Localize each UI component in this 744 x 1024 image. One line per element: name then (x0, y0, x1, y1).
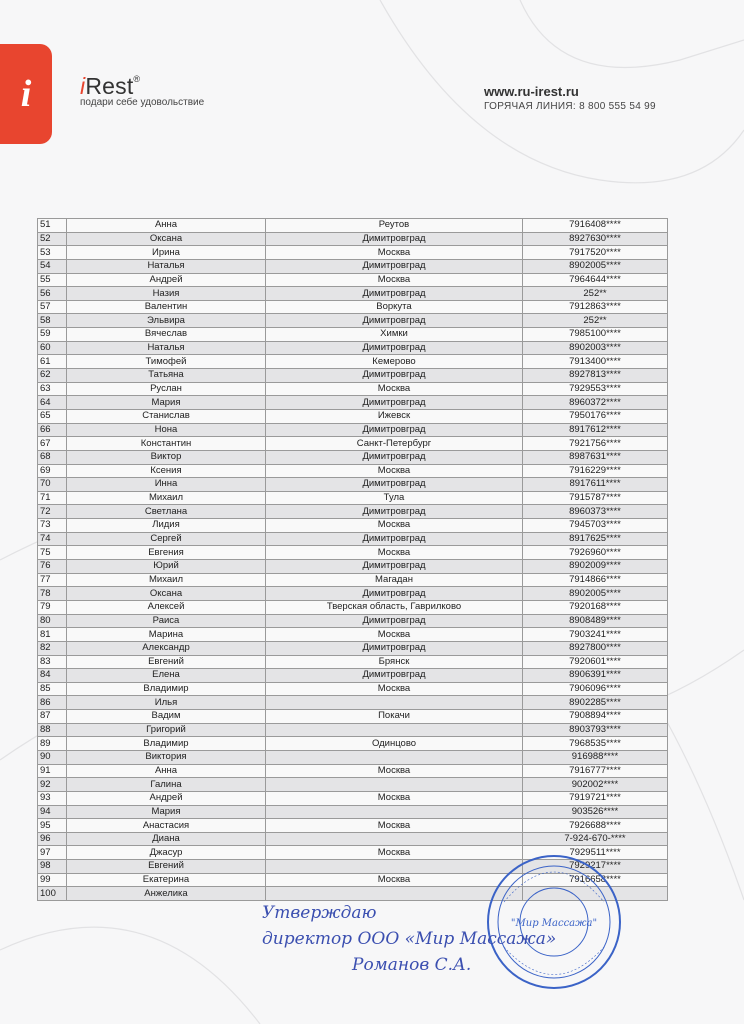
row-phone-cell: 7908894**** (523, 710, 668, 724)
row-city-cell: Димитровград (266, 314, 523, 328)
row-number-cell: 55 (38, 273, 67, 287)
row-name-cell: Светлана (67, 505, 266, 519)
stamp-center-text: "Мир Массажа" (510, 918, 598, 929)
row-name-cell: Руслан (67, 382, 266, 396)
row-name-cell: Вадим (67, 710, 266, 724)
row-number-cell: 77 (38, 573, 67, 587)
table-row (38, 464, 668, 478)
row-city-cell: Москва (266, 246, 523, 260)
row-city-cell (266, 832, 523, 846)
row-number-cell: 73 (38, 519, 67, 533)
row-city-cell (266, 750, 523, 764)
row-city-cell (266, 723, 523, 737)
approval-signature (262, 900, 562, 978)
table-row (38, 819, 668, 833)
row-phone-cell: 7964644**** (523, 273, 668, 287)
row-city-cell: Димитровград (266, 396, 523, 410)
row-phone-cell: 8917612**** (523, 423, 668, 437)
row-phone-cell: 7950176**** (523, 409, 668, 423)
row-number-cell: 51 (38, 219, 67, 233)
row-name-cell: Андрей (67, 273, 266, 287)
row-phone-cell: 252** (523, 314, 668, 328)
row-phone-cell: 7916408**** (523, 219, 668, 233)
row-name-cell: Екатерина (67, 873, 266, 887)
table-row (38, 737, 668, 751)
row-phone-cell: 8902003**** (523, 341, 668, 355)
row-number-cell: 53 (38, 246, 67, 260)
row-number-cell: 71 (38, 491, 67, 505)
row-name-cell: Ирина (67, 246, 266, 260)
participants-table-body (38, 219, 668, 901)
row-number-cell: 79 (38, 600, 67, 614)
row-name-cell: Елена (67, 669, 266, 683)
row-phone-cell: 7945703**** (523, 519, 668, 533)
row-number-cell: 87 (38, 710, 67, 724)
row-phone-cell: 7-924-670-**** (523, 832, 668, 846)
row-name-cell: Илья (67, 696, 266, 710)
row-city-cell: Димитровград (266, 259, 523, 273)
table-row (38, 450, 668, 464)
contacts-block (484, 84, 656, 112)
row-city-cell (266, 778, 523, 792)
row-city-cell: Воркута (266, 300, 523, 314)
row-number-cell: 83 (38, 655, 67, 669)
table-row (38, 369, 668, 383)
row-city-cell (266, 805, 523, 819)
row-name-cell: Григорий (67, 723, 266, 737)
row-number-cell: 72 (38, 505, 67, 519)
row-city-cell: Димитровград (266, 669, 523, 683)
row-phone-cell: 7917520**** (523, 246, 668, 260)
table-row (38, 587, 668, 601)
table-row (38, 219, 668, 233)
row-phone-cell: 8902285**** (523, 696, 668, 710)
table-row (38, 750, 668, 764)
table-row (38, 682, 668, 696)
row-name-cell: Евгений (67, 655, 266, 669)
table-row (38, 519, 668, 533)
row-number-cell: 94 (38, 805, 67, 819)
row-name-cell: Андрей (67, 791, 266, 805)
row-phone-cell: 7920168**** (523, 600, 668, 614)
row-number-cell: 65 (38, 409, 67, 423)
table-row (38, 641, 668, 655)
row-number-cell: 93 (38, 791, 67, 805)
row-number-cell: 61 (38, 355, 67, 369)
row-city-cell: Димитровград (266, 478, 523, 492)
row-city-cell: Покачи (266, 710, 523, 724)
row-name-cell: Татьяна (67, 369, 266, 383)
row-phone-cell: 7903241**** (523, 628, 668, 642)
row-number-cell: 74 (38, 532, 67, 546)
row-name-cell: Виктория (67, 750, 266, 764)
table-row (38, 246, 668, 260)
signature-name-line: Романов С.А. (352, 955, 472, 975)
table-row (38, 423, 668, 437)
row-number-cell: 60 (38, 341, 67, 355)
table-row (38, 696, 668, 710)
row-name-cell: Марина (67, 628, 266, 642)
row-name-cell: Лидия (67, 519, 266, 533)
row-city-cell: Москва (266, 273, 523, 287)
row-phone-cell: 7916777**** (523, 764, 668, 778)
row-name-cell: Диана (67, 832, 266, 846)
row-city-cell: Димитровград (266, 560, 523, 574)
row-number-cell: 52 (38, 232, 67, 246)
row-phone-cell: 8960372**** (523, 396, 668, 410)
row-name-cell: Константин (67, 437, 266, 451)
row-name-cell: Наталья (67, 341, 266, 355)
row-number-cell: 75 (38, 546, 67, 560)
row-city-cell: Димитровград (266, 341, 523, 355)
row-phone-cell: 7906096**** (523, 682, 668, 696)
row-phone-cell: 7915787**** (523, 491, 668, 505)
row-name-cell: Анна (67, 219, 266, 233)
row-number-cell: 96 (38, 832, 67, 846)
brand-name-first: i (80, 73, 86, 99)
row-number-cell: 68 (38, 450, 67, 464)
table-row (38, 764, 668, 778)
row-number-cell: 98 (38, 860, 67, 874)
table-row (38, 341, 668, 355)
row-name-cell: Мария (67, 805, 266, 819)
row-phone-cell: 7919721**** (523, 791, 668, 805)
row-name-cell: Эльвира (67, 314, 266, 328)
row-phone-cell: 8927813**** (523, 369, 668, 383)
row-phone-cell: 8906391**** (523, 669, 668, 683)
row-city-cell: Димитровград (266, 614, 523, 628)
row-phone-cell: 7920601**** (523, 655, 668, 669)
row-number-cell: 88 (38, 723, 67, 737)
table-row (38, 409, 668, 423)
table-row (38, 478, 668, 492)
row-name-cell: Юрий (67, 560, 266, 574)
row-number-cell: 54 (38, 259, 67, 273)
row-phone-cell: 7916229**** (523, 464, 668, 478)
row-phone-cell: 7914866**** (523, 573, 668, 587)
row-number-cell: 64 (38, 396, 67, 410)
row-city-cell: Димитровград (266, 641, 523, 655)
table-row (38, 573, 668, 587)
table-row (38, 546, 668, 560)
table-row (38, 300, 668, 314)
row-phone-cell: 7985100**** (523, 328, 668, 342)
row-city-cell: Химки (266, 328, 523, 342)
row-phone-cell: 8917625**** (523, 532, 668, 546)
brand-tagline: подари себе удовольствие (80, 97, 205, 108)
row-number-cell: 63 (38, 382, 67, 396)
row-number-cell: 97 (38, 846, 67, 860)
table-row (38, 600, 668, 614)
table-row (38, 710, 668, 724)
row-city-cell (266, 696, 523, 710)
row-name-cell: Наталья (67, 259, 266, 273)
row-city-cell: Москва (266, 546, 523, 560)
table-row (38, 355, 668, 369)
hotline-text: ГОРЯЧАЯ ЛИНИЯ: 8 800 555 54 99 (484, 101, 656, 112)
row-name-cell: Михаил (67, 573, 266, 587)
row-name-cell: Назия (67, 287, 266, 301)
row-name-cell: Владимир (67, 737, 266, 751)
row-city-cell: Димитровград (266, 423, 523, 437)
row-city-cell: Москва (266, 519, 523, 533)
row-number-cell: 90 (38, 750, 67, 764)
brand-name (80, 73, 204, 100)
brand-block (80, 73, 204, 108)
row-name-cell: Вячеслав (67, 328, 266, 342)
row-city-cell: Тула (266, 491, 523, 505)
row-name-cell: Оксана (67, 232, 266, 246)
row-number-cell: 58 (38, 314, 67, 328)
row-city-cell: Москва (266, 819, 523, 833)
row-phone-cell: 8927630**** (523, 232, 668, 246)
row-city-cell: Ижевск (266, 409, 523, 423)
row-city-cell: Димитровград (266, 532, 523, 546)
table-row (38, 614, 668, 628)
row-city-cell: Москва (266, 846, 523, 860)
row-name-cell: Анна (67, 764, 266, 778)
row-city-cell: Магадан (266, 573, 523, 587)
row-name-cell: Станислав (67, 409, 266, 423)
row-name-cell: Галина (67, 778, 266, 792)
row-phone-cell: 7929511**** (523, 846, 668, 860)
row-city-cell: Москва (266, 764, 523, 778)
row-number-cell: 70 (38, 478, 67, 492)
row-phone-cell: 7968535**** (523, 737, 668, 751)
row-city-cell: Москва (266, 628, 523, 642)
row-phone-cell: 8960373**** (523, 505, 668, 519)
row-name-cell: Сергей (67, 532, 266, 546)
row-number-cell: 92 (38, 778, 67, 792)
table-row (38, 437, 668, 451)
row-name-cell: Александр (67, 641, 266, 655)
row-city-cell: Брянск (266, 655, 523, 669)
table-row (38, 628, 668, 642)
row-city-cell: Димитровград (266, 369, 523, 383)
website-link[interactable]: www.ru-irest.ru (484, 84, 579, 99)
row-phone-cell: 8987631**** (523, 450, 668, 464)
row-name-cell: Джасур (67, 846, 266, 860)
row-number-cell: 95 (38, 819, 67, 833)
row-number-cell: 69 (38, 464, 67, 478)
table-row (38, 723, 668, 737)
row-city-cell: Одинцово (266, 737, 523, 751)
row-phone-cell: 902002**** (523, 778, 668, 792)
row-number-cell: 85 (38, 682, 67, 696)
row-city-cell: Москва (266, 682, 523, 696)
row-number-cell: 76 (38, 560, 67, 574)
participants-table (37, 218, 668, 901)
signature-title-line: директор ООО «Мир Массажа» (262, 929, 557, 949)
row-name-cell: Тимофей (67, 355, 266, 369)
row-name-cell: Евгений (67, 860, 266, 874)
table-row (38, 832, 668, 846)
row-phone-cell: 252** (523, 287, 668, 301)
row-phone-cell: 903526**** (523, 805, 668, 819)
row-number-cell: 57 (38, 300, 67, 314)
table-row (38, 655, 668, 669)
row-name-cell: Анжелика (67, 887, 266, 901)
table-row (38, 532, 668, 546)
table-row (38, 382, 668, 396)
row-city-cell: Санкт-Петербург (266, 437, 523, 451)
table-row (38, 669, 668, 683)
row-number-cell: 89 (38, 737, 67, 751)
row-number-cell: 82 (38, 641, 67, 655)
row-number-cell: 62 (38, 369, 67, 383)
row-number-cell: 56 (38, 287, 67, 301)
row-city-cell: Москва (266, 873, 523, 887)
row-phone-cell: 916988**** (523, 750, 668, 764)
row-name-cell: Нона (67, 423, 266, 437)
row-city-cell: Димитровград (266, 505, 523, 519)
row-phone-cell: 7929217**** (523, 860, 668, 874)
row-phone-cell: 8927800**** (523, 641, 668, 655)
row-phone-cell: 8902005**** (523, 259, 668, 273)
row-name-cell: Алексей (67, 600, 266, 614)
row-phone-cell: 7921756**** (523, 437, 668, 451)
row-phone-cell: 7912863**** (523, 300, 668, 314)
row-number-cell: 66 (38, 423, 67, 437)
row-number-cell: 59 (38, 328, 67, 342)
row-phone-cell: 8902009**** (523, 560, 668, 574)
row-city-cell: Тверская область, Гаврилково (266, 600, 523, 614)
table-row (38, 287, 668, 301)
row-city-cell: Димитровград (266, 450, 523, 464)
row-phone-cell: 7926960**** (523, 546, 668, 560)
row-phone-cell: 7929553**** (523, 382, 668, 396)
table-row (38, 232, 668, 246)
row-number-cell: 91 (38, 764, 67, 778)
row-number-cell: 81 (38, 628, 67, 642)
row-number-cell: 84 (38, 669, 67, 683)
table-row (38, 314, 668, 328)
table-row (38, 505, 668, 519)
row-name-cell: Инна (67, 478, 266, 492)
table-row (38, 396, 668, 410)
table-row (38, 805, 668, 819)
row-name-cell: Раиса (67, 614, 266, 628)
logo-badge (0, 44, 52, 144)
row-city-cell: Москва (266, 791, 523, 805)
row-phone-cell: 7926688**** (523, 819, 668, 833)
row-number-cell: 78 (38, 587, 67, 601)
row-city-cell: Кемерово (266, 355, 523, 369)
table-row (38, 273, 668, 287)
table-row (38, 259, 668, 273)
row-number-cell: 99 (38, 873, 67, 887)
row-name-cell: Мария (67, 396, 266, 410)
row-phone-cell: 8917611**** (523, 478, 668, 492)
table-row (38, 791, 668, 805)
row-number-cell: 100 (38, 887, 67, 901)
row-city-cell: Москва (266, 464, 523, 478)
table-row (38, 778, 668, 792)
row-city-cell: Димитровград (266, 587, 523, 601)
row-name-cell: Владимир (67, 682, 266, 696)
row-name-cell: Евгения (67, 546, 266, 560)
row-city-cell: Димитровград (266, 232, 523, 246)
row-name-cell: Виктор (67, 450, 266, 464)
row-name-cell: Оксана (67, 587, 266, 601)
row-phone-cell: 8902005**** (523, 587, 668, 601)
row-number-cell: 86 (38, 696, 67, 710)
row-name-cell: Ксения (67, 464, 266, 478)
row-city-cell: Реутов (266, 219, 523, 233)
registered-mark: ® (133, 74, 141, 84)
row-number-cell: 80 (38, 614, 67, 628)
row-phone-cell: 8908489**** (523, 614, 668, 628)
row-phone-cell: 8903793**** (523, 723, 668, 737)
brand-name-rest: Rest (85, 73, 134, 99)
signature-approve-line: Утверждаю (262, 903, 377, 923)
logo-letter: i (20, 73, 32, 115)
row-name-cell: Валентин (67, 300, 266, 314)
row-city-cell: Москва (266, 382, 523, 396)
table-row (38, 560, 668, 574)
row-name-cell: Михаил (67, 491, 266, 505)
row-name-cell: Анастасия (67, 819, 266, 833)
table-row (38, 491, 668, 505)
table-row (38, 328, 668, 342)
row-phone-cell: 7913400**** (523, 355, 668, 369)
row-phone-cell: 7916658**** (523, 873, 668, 887)
row-number-cell: 67 (38, 437, 67, 451)
row-city-cell: Димитровград (266, 287, 523, 301)
